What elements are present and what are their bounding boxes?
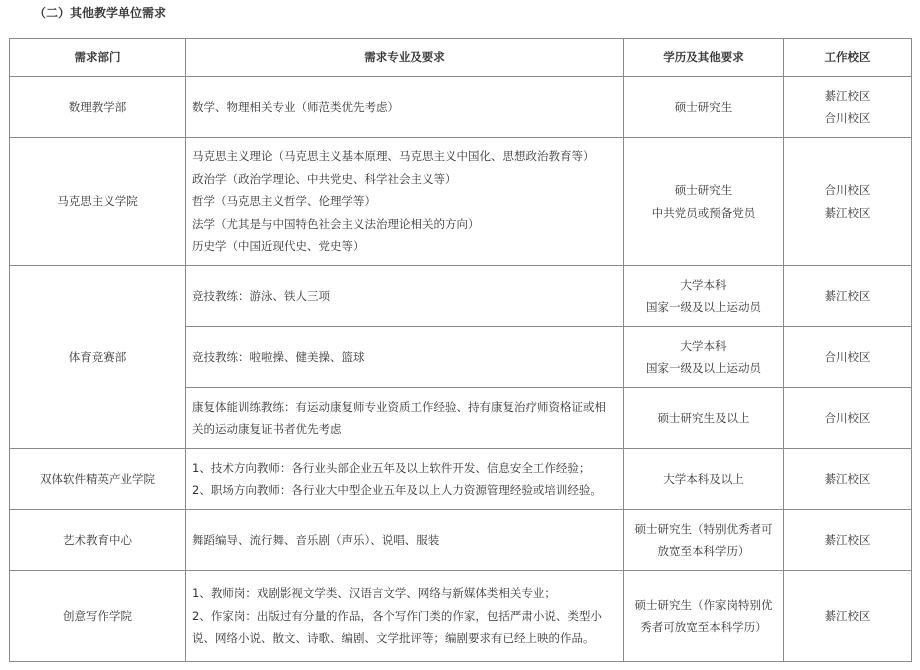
campus-cell xyxy=(784,266,912,327)
campus-cell xyxy=(784,138,912,266)
edu-line: 大学本科及以上 xyxy=(663,471,744,486)
edu-line: 国家一级及以上运动员 xyxy=(646,361,761,375)
header-major: 需求专业及要求 xyxy=(186,39,624,77)
major-cell xyxy=(186,138,624,266)
edu-cell xyxy=(624,327,784,388)
campus-cell xyxy=(784,388,912,449)
edu-line: 硕士研究生 xyxy=(674,183,733,197)
major-line: 历史学（中国近现代史、党史等） xyxy=(192,239,365,254)
major-cell xyxy=(186,510,624,571)
campus-line: 綦江校区 xyxy=(824,471,871,486)
dept-cell: 创意写作学院 xyxy=(10,571,186,662)
edu-line: 硕士研究生（作家岗特别优秀者可放宽至本科学历） xyxy=(634,597,773,634)
major-line: 1、技术方向教师：各行业头部企业五年及以上软件开发、信息安全工作经验； xyxy=(192,460,591,475)
major-cell xyxy=(186,571,624,662)
major-line: 政治学（政治学理论、中共党史、科学社会主义等） xyxy=(192,171,457,186)
header-row xyxy=(10,39,912,77)
table-row xyxy=(10,266,912,327)
major-line: 马克思主义理论（马克思主义基本原理、马克思主义中国化、思想政治教育等） xyxy=(192,149,595,164)
campus-cell xyxy=(784,571,912,662)
major-cell xyxy=(186,388,624,449)
major-line: 2、作家岗：出版过有分量的作品，各个写作门类的作家，包括严肃小说、类型小说、网络小说、散文、诗歌、编剧、文学批评等；编剧要求有已经上映的作品。 xyxy=(192,608,602,646)
major-cell xyxy=(186,449,624,510)
edu-line: 中共党员或预备党员 xyxy=(651,205,756,220)
section-title: （二）其他教学单位需求 xyxy=(34,6,167,20)
edu-cell xyxy=(624,571,784,662)
campus-line: 合川校区 xyxy=(824,410,871,425)
edu-line: 大学本科 xyxy=(680,277,727,292)
campus-line: 綦江校区 xyxy=(824,88,871,103)
major-cell xyxy=(186,327,624,388)
requirements-table xyxy=(9,38,912,662)
campus-cell xyxy=(784,510,912,571)
dept-cell: 艺术教育中心 xyxy=(10,510,186,571)
campus-cell xyxy=(784,327,912,388)
major-line: 哲学（马克思主义哲学、伦理学等） xyxy=(192,194,376,209)
major-line: 竞技教练：啦啦操、健美操、篮球 xyxy=(192,349,365,364)
campus-cell xyxy=(784,77,912,138)
edu-line: 大学本科 xyxy=(680,338,727,353)
edu-line: 硕士研究生 xyxy=(674,99,733,114)
edu-line: 硕士研究生（特别优秀者可放宽至本科学历） xyxy=(634,521,773,558)
header-dept: 需求部门 xyxy=(10,39,186,77)
table-row xyxy=(10,571,912,662)
header-edu: 学历及其他要求 xyxy=(624,39,784,77)
dept-cell: 数理教学部 xyxy=(10,77,186,138)
campus-line: 合川校区 xyxy=(824,183,871,197)
campus-line: 綦江校区 xyxy=(824,608,871,623)
major-cell xyxy=(186,266,624,327)
edu-cell xyxy=(624,77,784,138)
major-line: 法学（尤其是与中国特色社会主义法治理论相关的方向） xyxy=(192,216,480,231)
header-campus: 工作校区 xyxy=(784,39,912,77)
table-row xyxy=(10,138,912,266)
dept-cell: 双体软件精英产业学院 xyxy=(10,449,186,510)
major-line: 竞技教练：游泳、铁人三项 xyxy=(192,288,330,303)
table-row xyxy=(10,449,912,510)
major-line: 1、教师岗：戏剧影视文学类、汉语言文学、网络与新媒体类相关专业； xyxy=(192,586,556,601)
campus-line: 綦江校区 xyxy=(824,205,871,220)
major-line: 康复体能训练教练：有运动康复师专业资质工作经验、持有康复治疗师资格证或相关的运动康复证书者优先考虑 xyxy=(192,399,606,436)
table-row xyxy=(10,77,912,138)
dept-cell: 体育竞赛部 xyxy=(10,266,186,449)
campus-line: 綦江校区 xyxy=(824,288,871,303)
edu-cell xyxy=(624,449,784,510)
table-row xyxy=(10,510,912,571)
major-line: 舞蹈编导、流行舞、音乐剧（声乐）、说唱、服装 xyxy=(192,532,440,547)
edu-line: 国家一级及以上运动员 xyxy=(646,300,761,314)
edu-cell xyxy=(624,510,784,571)
major-cell xyxy=(186,77,624,138)
dept-cell: 马克思主义学院 xyxy=(10,138,186,266)
major-line: 数学、物理相关专业（师范类优先考虑） xyxy=(192,99,399,114)
edu-line: 硕士研究生及以上 xyxy=(657,410,750,425)
major-line: 2、职场方向教师：各行业大中型企业五年及以上人力资源管理经验或培训经验。 xyxy=(192,483,602,497)
edu-cell xyxy=(624,138,784,266)
edu-cell xyxy=(624,388,784,449)
campus-line: 合川校区 xyxy=(824,349,871,364)
campus-line: 綦江校区 xyxy=(824,532,871,547)
campus-cell xyxy=(784,449,912,510)
campus-line: 合川校区 xyxy=(824,111,871,125)
edu-cell xyxy=(624,266,784,327)
